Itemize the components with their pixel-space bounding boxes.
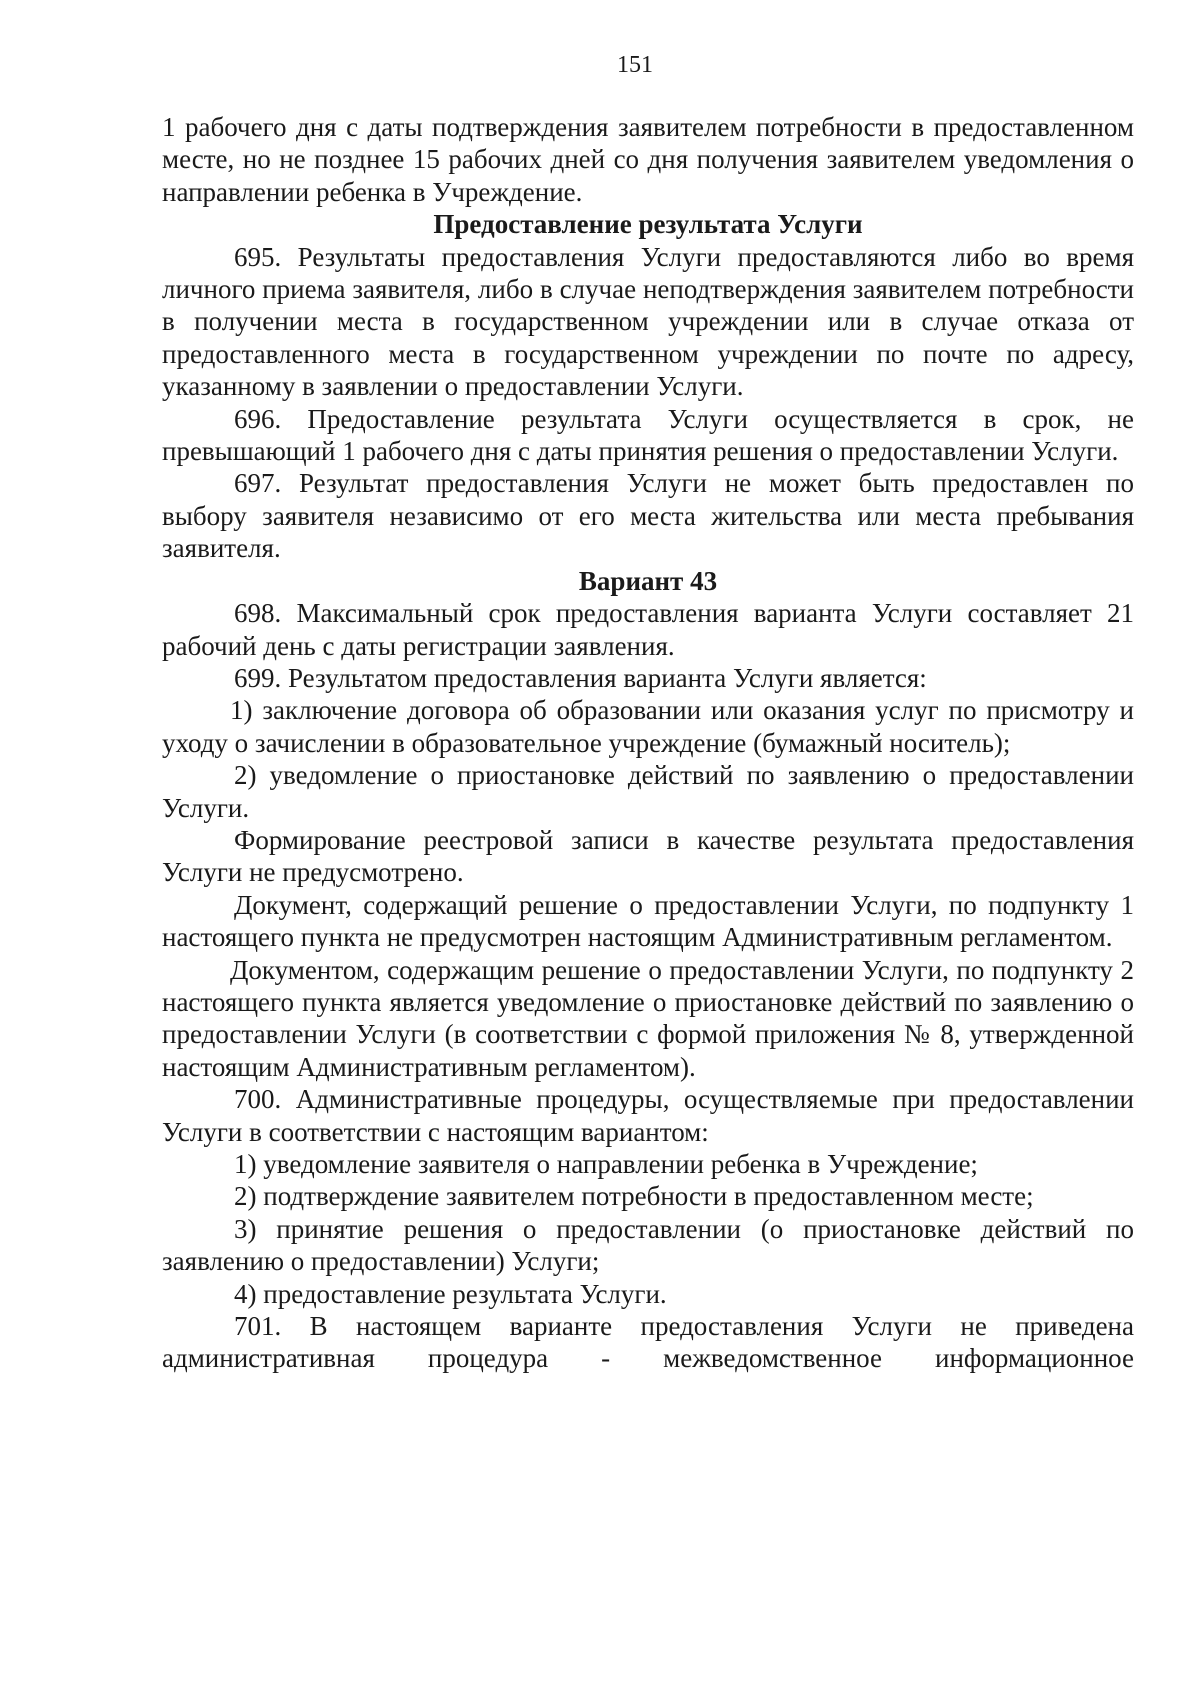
section-heading-result: Предоставление результата Услуги	[433, 209, 863, 240]
paragraph-700-item-3: 3) принятие решения о предоставлении (о приостановке действий по заявлению о предоставлении) Услуги;	[162, 1213, 1134, 1277]
paragraph-699: 699. Результатом предоставления варианта Услуги является:	[234, 662, 927, 693]
paragraph-700-item-4: 4) предоставление результата Услуги.	[234, 1278, 667, 1309]
paragraph-697: 697. Результат предоставления Услуги не может быть предоставлен по выбору заявителя независимо от его места жительства или места пребывания заявителя.	[162, 468, 1134, 564]
paragraph-700: 700. Административные процедуры, осуществляемые при предоставлении Услуги в соответствии с настоящим вариантом:	[162, 1084, 1134, 1147]
paragraph-document-1: Документ, содержащий решение о предоставлении Услуги, по подпункту 1 настоящего пункта не предусмотрен настоящим Административным регламентом.	[162, 889, 1134, 953]
paragraph-700-item-1: 1) уведомление заявителя о направлении ребенка в Учреждение;	[234, 1149, 978, 1179]
page-number: 151	[617, 52, 653, 78]
section-heading-variant-43: Вариант 43	[578, 565, 718, 596]
document-body	[162, 111, 1134, 1375]
paragraph-696: 696. Предоставление результата Услуги осуществляется в срок, не превышающий 1 рабочего дня с даты принятия решения о предоставлении Услуги.	[162, 403, 1134, 467]
paragraph-695: 695. Результаты предоставления Услуги предоставляются либо во время личного приема заявителя, либо в случае неподтверждения заявителем потребности в получении места в государственном учреждении или в случае отказа от предоставленного места в государственном учреждении по почте по адресу, указанному в заявлении о предоставлении Услуги.	[162, 241, 1134, 402]
intro-paragraph: 1 рабочего дня с даты подтверждения заявителем потребности в предоставленном месте, но не позднее 15 рабочих дней со дня получения заявителем уведомления о направлении ребенка в Учреждение.	[162, 112, 1134, 207]
paragraph-registry: Формирование реестровой записи в качестве результата предоставления Услуги не предусмотрено.	[162, 824, 1134, 888]
paragraph-698: 698. Максимальный срок предоставления варианта Услуги составляет 21 рабочий день с даты регистрации заявления.	[162, 598, 1134, 661]
paragraph-699-item-2: 2) уведомление о приостановке действий по заявлению о предоставлении Услуги.	[162, 760, 1134, 823]
paragraph-document-2: Документом, содержащим решение о предоставлении Услуги, по подпункту 2 настоящего пункта является уведомление о приостановке действий по заявлению о предоставлении Услуги (в соответствии с формой приложения № 8, утвержденной настоящим Административным регламентом).	[162, 954, 1134, 1082]
paragraph-701: 701. В настоящем варианте предоставления Услуги не приведена административная процедура - межведомственное информационное	[162, 1311, 1134, 1374]
paragraph-699-item-1: 1) заключение договора об образовании или оказания услуг по присмотру и уходу о зачислении в образовательное учреждение (бумажный носитель);	[162, 695, 1134, 758]
paragraph-700-item-2: 2) подтверждение заявителем потребности в предоставленном месте;	[234, 1181, 1034, 1212]
